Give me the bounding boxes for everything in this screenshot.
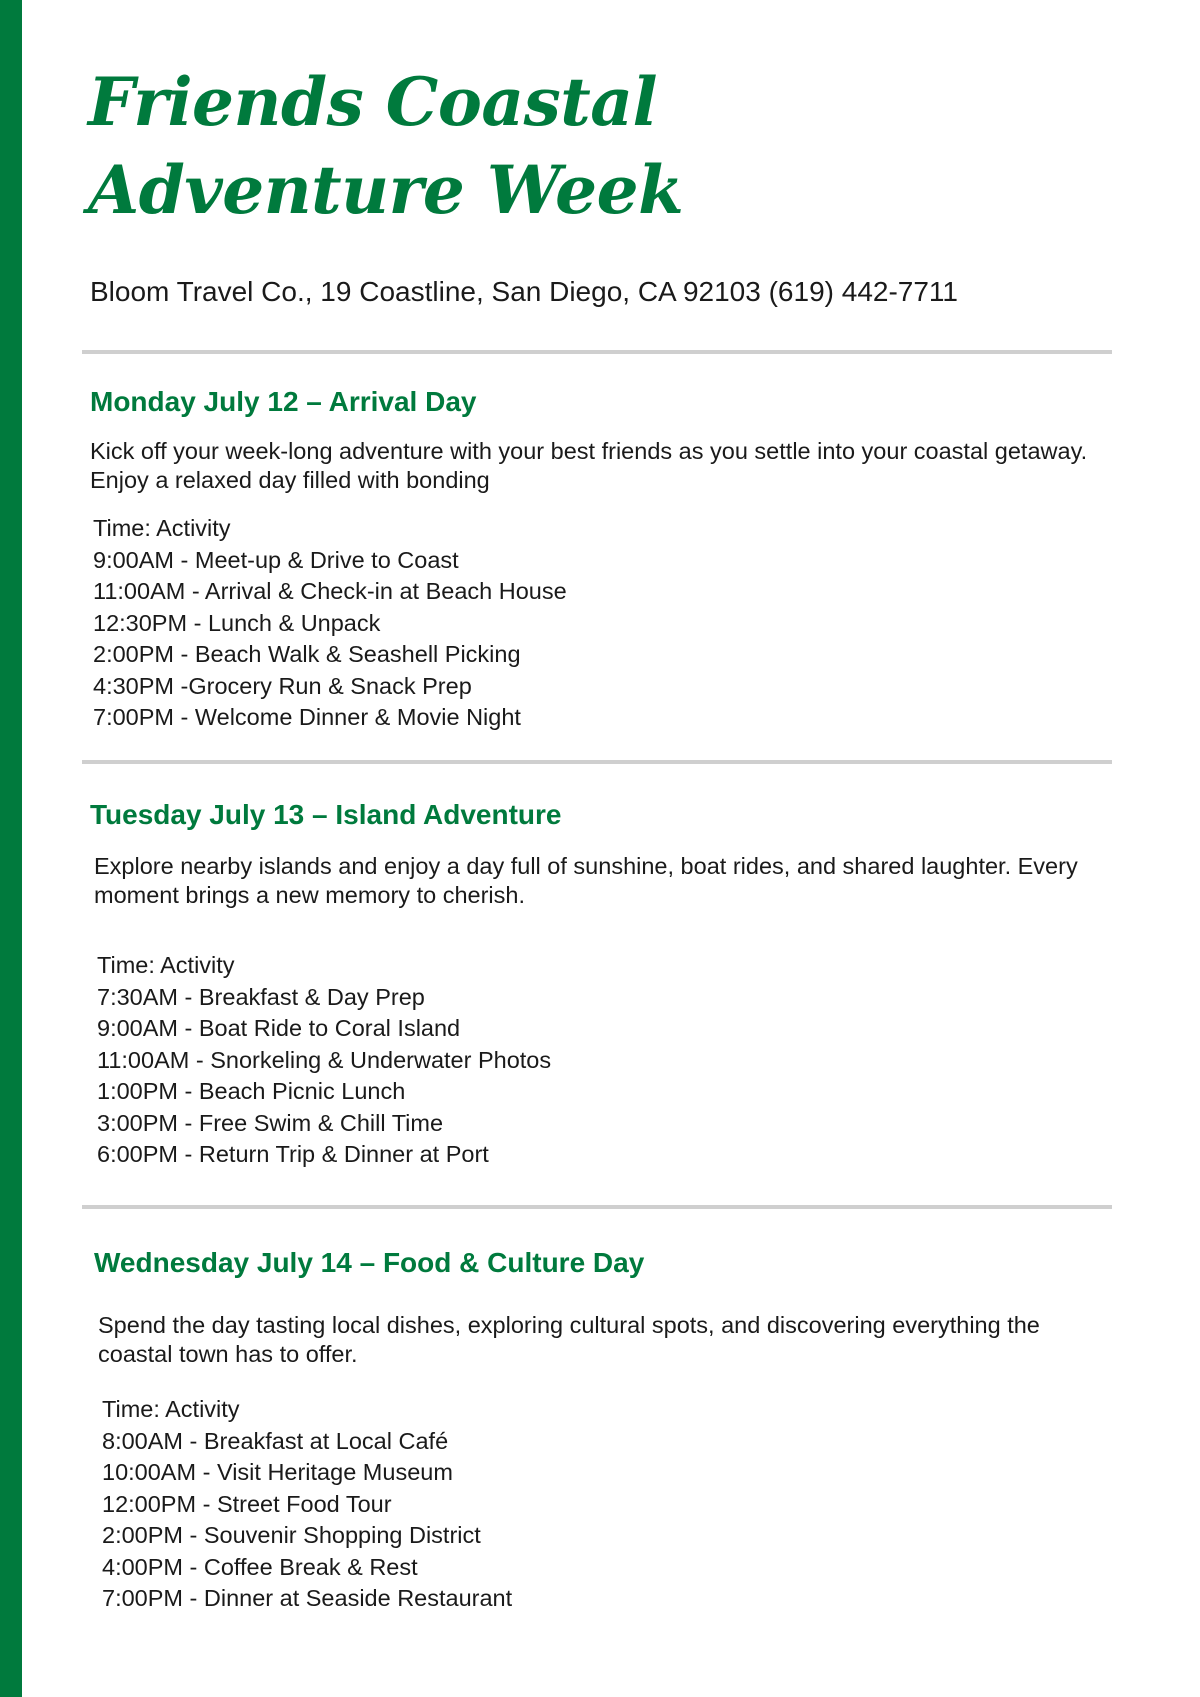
day-description: Spend the day tasting local dishes, exploring cultural spots, and discovering everything the coastal town has to offer. <box>98 1312 1040 1367</box>
schedule-list <box>97 950 551 1171</box>
schedule-item: 6:00PM - Return Trip & Dinner at Port <box>97 1141 489 1167</box>
day-heading: Wednesday July 14 – Food & Culture Day <box>94 1247 645 1278</box>
day-description: Explore nearby islands and enjoy a day full of sunshine, boat rides, and shared laughter. Every moment brings a new memory to cherish. <box>94 853 1078 908</box>
schedule-header: Time: Activity <box>102 1396 240 1422</box>
company-address: Bloom Travel Co., 19 Coastline, San Diego, CA 92103 (619) 442-7711 <box>90 276 958 307</box>
green-side-bar <box>0 0 22 1697</box>
schedule-item: 2:00PM - Beach Walk & Seashell Picking <box>93 641 521 667</box>
schedule-item: 4:00PM - Coffee Break & Rest <box>102 1553 418 1580</box>
schedule-item: 7:00PM - Dinner at Seaside Restaurant <box>102 1585 513 1611</box>
schedule-item: 11:00AM - Snorkeling & Underwater Photos <box>97 1046 552 1073</box>
schedule-item: 3:00PM - Free Swim & Chill Time <box>97 1109 444 1136</box>
schedule-item: 2:00PM - Souvenir Shopping District <box>102 1522 481 1548</box>
title-line-2: Adventure Week <box>88 151 684 229</box>
schedule-item: 11:00AM - Arrival & Check-in at Beach House <box>93 578 567 604</box>
schedule-item: 10:00AM - Visit Heritage Museum <box>102 1459 453 1485</box>
schedule-list <box>102 1394 512 1615</box>
schedule-item: 9:00AM - Boat Ride to Coral Island <box>97 1015 461 1041</box>
schedule-item: 8:00AM - Breakfast at Local Café <box>102 1427 449 1454</box>
divider <box>82 1205 1112 1209</box>
schedule-item: 9:00AM - Meet-up & Drive to Coast <box>93 546 459 573</box>
divider <box>82 760 1112 764</box>
day-description: Kick off your week-long adventure with your best friends as you settle into your coastal getaway. Enjoy a relaxed day filled with bonding <box>90 438 1088 493</box>
schedule-item: 12:30PM - Lunch & Unpack <box>93 609 381 636</box>
title-line-1: Friends Coastal <box>88 63 658 141</box>
schedule-list <box>93 513 567 734</box>
schedule-header: Time: Activity <box>93 515 231 541</box>
schedule-header: Time: Activity <box>97 952 235 978</box>
schedule-item: 7:30AM - Breakfast & Day Prep <box>97 983 425 1010</box>
day-heading: Tuesday July 13 – Island Adventure <box>90 799 562 830</box>
schedule-item: 7:00PM - Welcome Dinner & Movie Night <box>93 704 521 730</box>
divider <box>82 350 1112 354</box>
page-title <box>88 58 988 234</box>
schedule-item: 12:00PM - Street Food Tour <box>102 1490 392 1517</box>
schedule-item: 4:30PM -Grocery Run & Snack Prep <box>93 672 472 699</box>
day-heading: Monday July 12 – Arrival Day <box>90 386 477 417</box>
schedule-item: 1:00PM - Beach Picnic Lunch <box>97 1078 406 1104</box>
